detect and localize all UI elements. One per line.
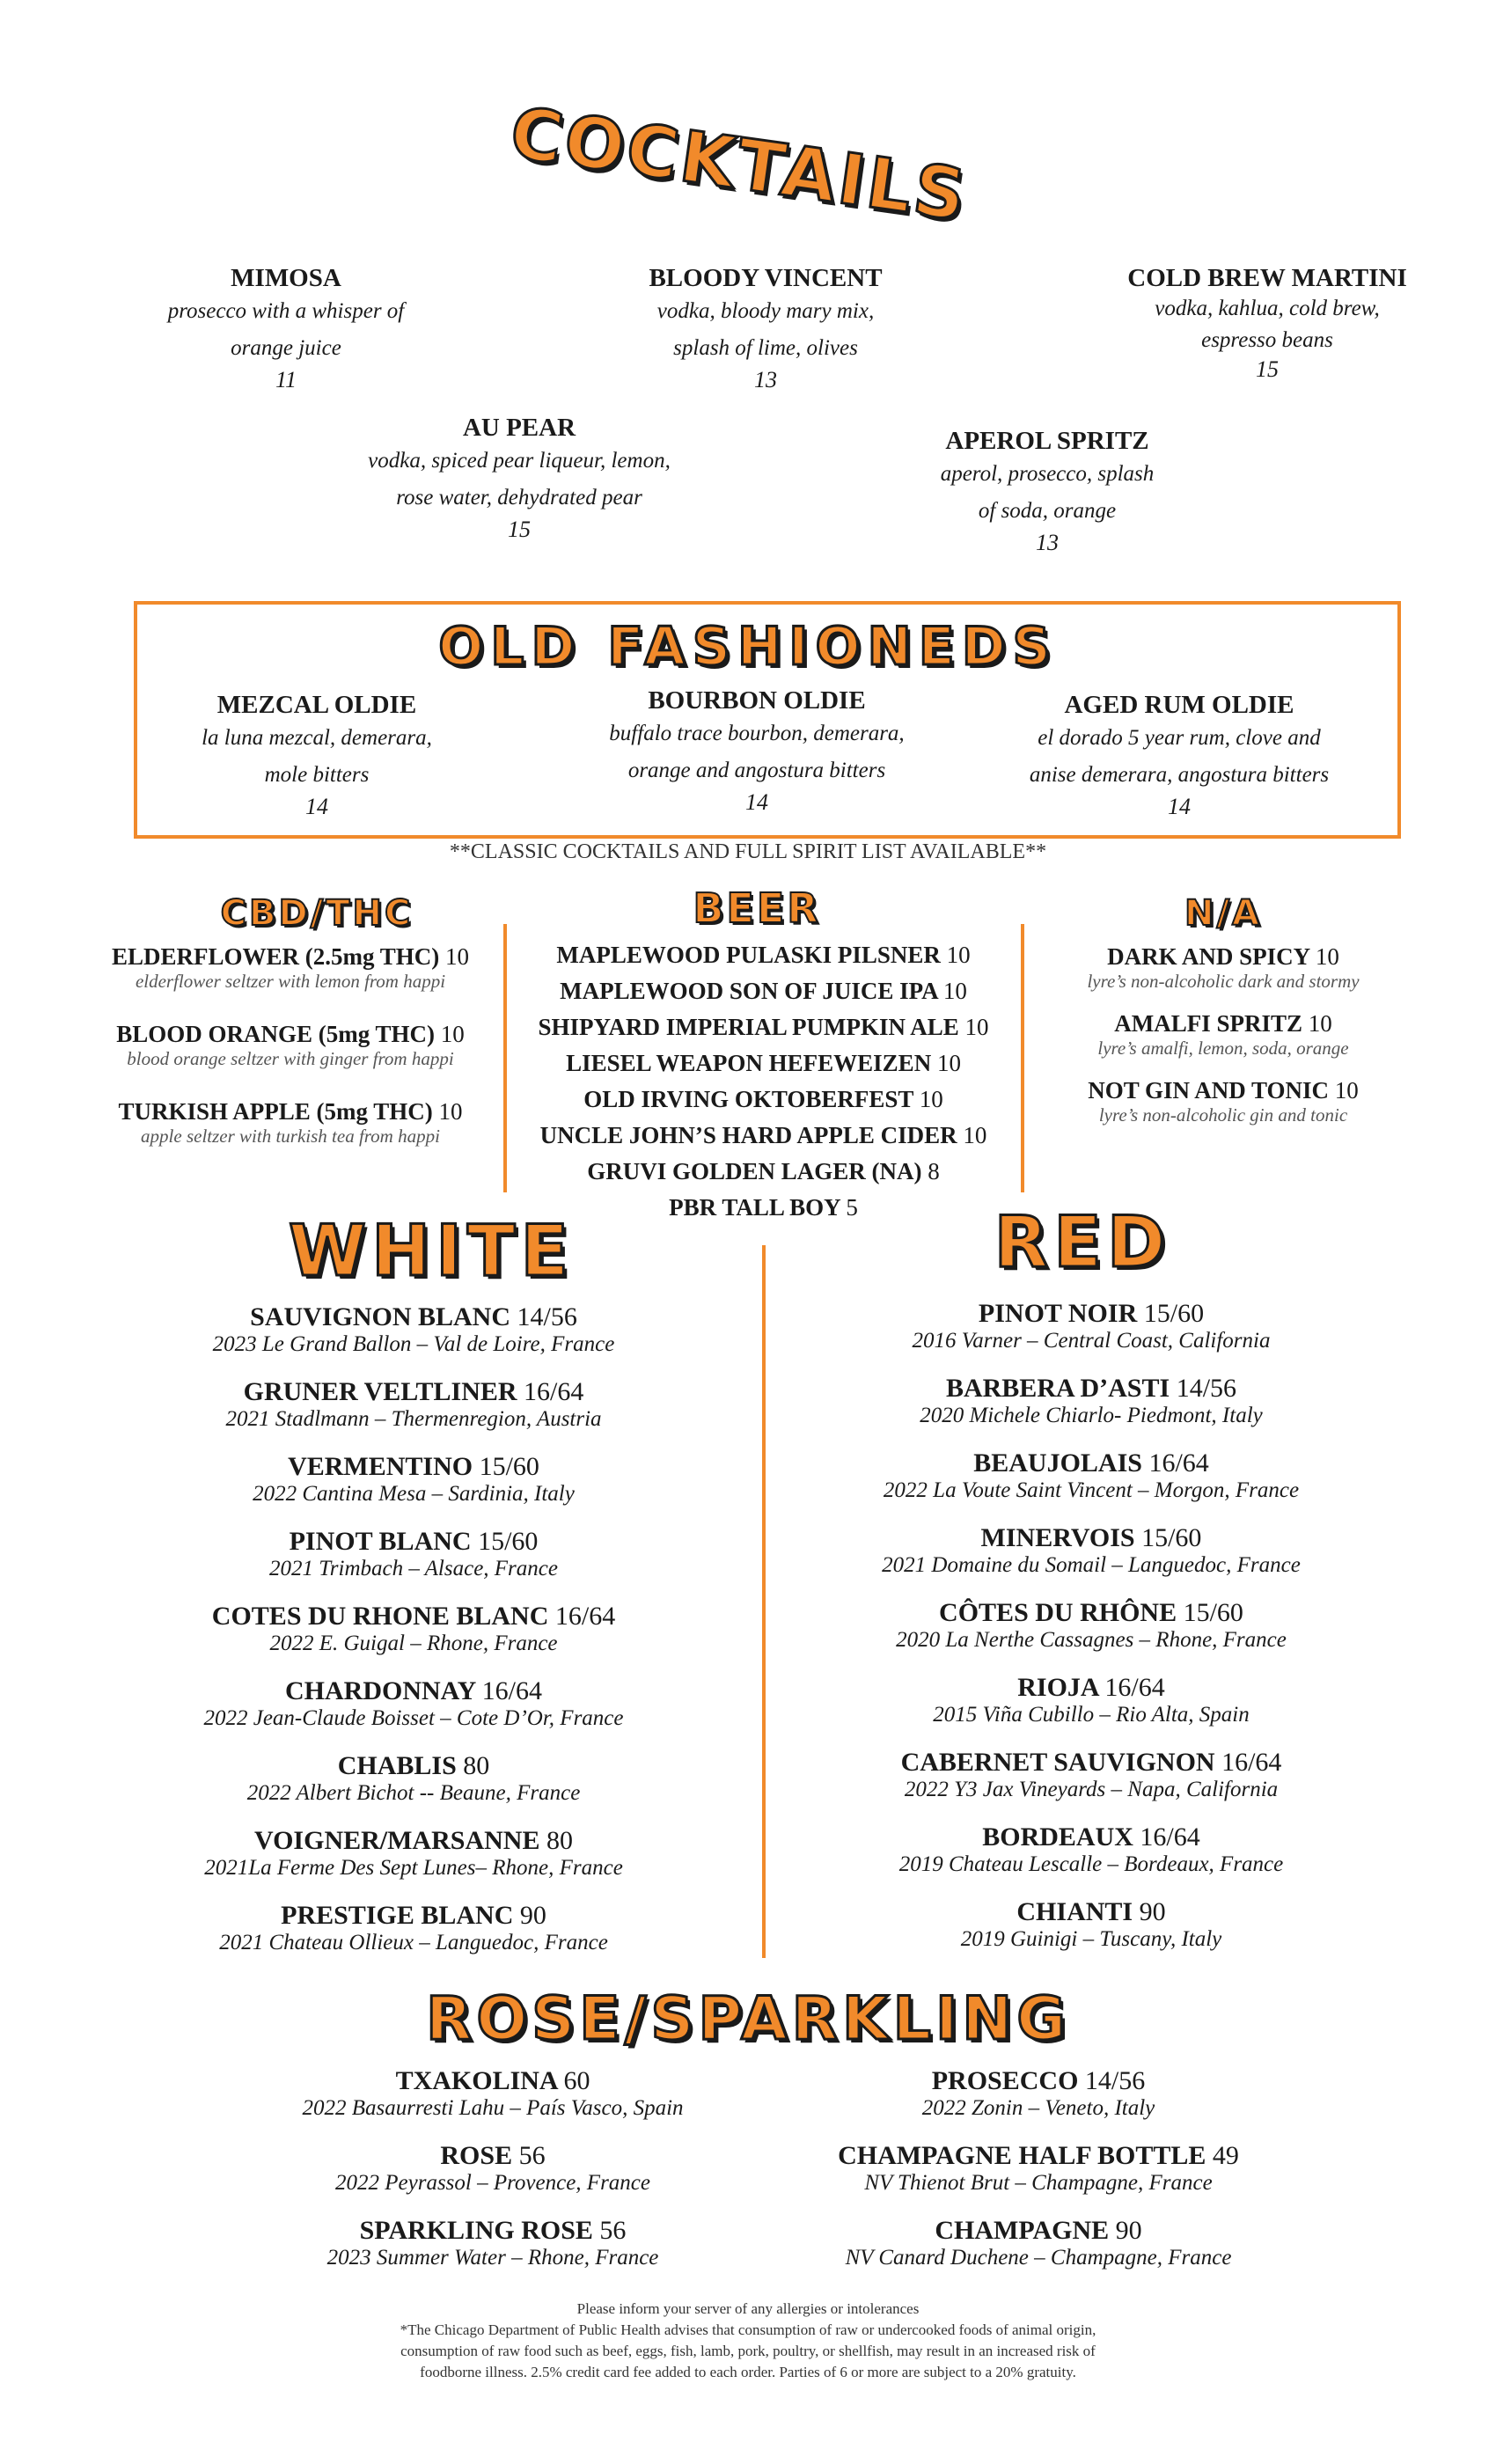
- beer-item: GRUVI GOLDEN LAGER (NA) 8: [587, 1158, 940, 1184]
- white-title: WHITE: [288, 1210, 575, 1292]
- wine-name: SAUVIGNON BLANC 14/56: [250, 1302, 577, 1331]
- item-desc: el dorado 5 year rum, clove and: [1038, 726, 1321, 750]
- wine-name: VOIGNER/MARSANNE 80: [254, 1826, 573, 1855]
- item-desc: aperol, prosecco, splash: [940, 462, 1155, 486]
- wine-name: PROSECCO 14/56: [931, 2066, 1146, 2095]
- item-desc: mole bitters: [264, 763, 370, 787]
- beer-title: BEER: [693, 884, 821, 932]
- cbd-item-desc: apple seltzer with turkish tea from happi: [141, 1126, 440, 1147]
- white-wine-list: [106, 1302, 722, 1976]
- item-price: 14: [745, 789, 768, 815]
- cbd-title: CBD/THC: [220, 893, 414, 934]
- wine-desc: 2019 Guinigi – Tuscany, Italy: [960, 1927, 1222, 1951]
- item-price: 13: [754, 367, 777, 392]
- na-item-name: DARK AND SPICY 10: [1107, 943, 1339, 970]
- item-name: AGED RUM OLDIE: [1064, 691, 1294, 719]
- item-desc: orange juice: [231, 336, 341, 360]
- item-price: 15: [508, 517, 531, 542]
- wine-name: BORDEAUX 16/64: [982, 1822, 1200, 1852]
- na-item-desc: lyre’s amalfi, lemon, soda, orange: [1097, 1038, 1349, 1059]
- wine-desc: 2021 Domaine du Somail – Languedoc, France: [882, 1553, 1301, 1577]
- item-desc: rose water, dehydrated pear: [396, 486, 642, 510]
- rose-list-left: [229, 2066, 757, 2291]
- wine-desc: 2022 La Voute Saint Vincent – Morgon, France: [883, 1478, 1300, 1502]
- wine-name: BARBERA D’ASTI 14/56: [945, 1374, 1237, 1403]
- wine-name: PINOT NOIR 15/60: [978, 1299, 1205, 1328]
- wine-name: CÔTES DU RHÔNE 15/60: [939, 1598, 1243, 1627]
- beer-item: MAPLEWOOD SON OF JUICE IPA 10: [560, 978, 967, 1004]
- item-desc: buffalo trace bourbon, demerara,: [609, 722, 905, 745]
- item-desc: vodka, spiced pear liqueur, lemon,: [368, 449, 671, 473]
- wine-name: TXAKOLINA 60: [395, 2066, 590, 2095]
- wine-desc: 2021La Ferme Des Sept Lunes– Rhone, France: [204, 1856, 623, 1880]
- wine-desc: NV Thienot Brut – Champagne, France: [864, 2171, 1213, 2195]
- wine-desc: 2022 Jean-Claude Boisset – Cote D’Or, France: [203, 1706, 624, 1730]
- oldie-bourbon: [581, 686, 933, 816]
- cbd-item-name: BLOOD ORANGE (5mg THC) 10: [116, 1021, 465, 1047]
- na-item-name: NOT GIN AND TONIC 10: [1088, 1077, 1359, 1104]
- wine-desc: 2019 Chateau Lescalle – Bordeaux, France: [898, 1852, 1284, 1876]
- wine-name: PINOT BLANC 15/60: [289, 1527, 539, 1556]
- item-desc: vodka, bloody mary mix,: [656, 299, 875, 323]
- wine-name: MINERVOIS 15/60: [980, 1523, 1202, 1552]
- item-desc: espresso beans: [1201, 328, 1333, 352]
- beer-item: SHIPYARD IMPERIAL PUMPKIN ALE 10: [538, 1014, 989, 1040]
- item-desc: la luna mezcal, demerara,: [202, 726, 432, 750]
- item-name: APEROL SPRITZ: [945, 427, 1149, 455]
- wine-desc: 2015 Viña Cubillo – Rio Alta, Spain: [933, 1703, 1250, 1727]
- cocktail-au-pear: [334, 414, 704, 543]
- item-desc: splash of lime, olives: [673, 336, 858, 360]
- wine-desc: 2020 Michele Chiarlo- Piedmont, Italy: [920, 1404, 1263, 1427]
- wine-name: VERMENTINO 15/60: [288, 1452, 539, 1481]
- footer-line: consumption of raw food such as beef, eggs, fish, lamb, pork, poultry, or shellfish, may result in an increased risk of: [400, 2343, 1096, 2359]
- divider-line: [503, 924, 507, 1192]
- cbd-list: [88, 943, 493, 1176]
- wine-desc: 2021 Trimbach – Alsace, France: [269, 1557, 558, 1580]
- wine-name: CHAMPAGNE 90: [935, 2216, 1142, 2245]
- item-name: COLD BREW MARTINI: [1127, 264, 1407, 292]
- item-price: 13: [1036, 530, 1059, 555]
- item-desc: vodka, kahlua, cold brew,: [1155, 297, 1380, 320]
- item-name: AU PEAR: [462, 414, 576, 442]
- item-price: 14: [305, 794, 328, 819]
- item-name: BLOODY VINCENT: [649, 264, 883, 292]
- wine-desc: 2022 Basaurresti Lahu – País Vasco, Spain: [302, 2096, 684, 2120]
- item-desc: of soda, orange: [978, 499, 1117, 523]
- footer-line: *The Chicago Department of Public Health advises that consumption of raw or undercooked foods of animal origin,: [400, 2321, 1096, 2338]
- cocktail-aperol-spritz: [906, 427, 1188, 556]
- cbd-item-name: TURKISH APPLE (5mg THC) 10: [118, 1098, 463, 1125]
- beer-item: UNCLE JOHN’S HARD APPLE CIDER 10: [539, 1122, 987, 1148]
- na-item-name: AMALFI SPRITZ 10: [1114, 1010, 1332, 1037]
- wine-desc: 2022 Albert Bichot -- Beaune, France: [246, 1781, 581, 1805]
- item-price: 15: [1256, 356, 1279, 382]
- red-wine-list: [792, 1299, 1390, 1972]
- classic-note: **CLASSIC COCKTAILS AND FULL SPIRIT LIST AVAILABLE**: [449, 840, 1047, 863]
- divider-line: [762, 1245, 766, 1958]
- na-list: [1030, 943, 1417, 1144]
- na-item-desc: lyre’s non-alcoholic dark and stormy: [1087, 971, 1360, 992]
- beer-item: MAPLEWOOD PULASKI PILSNER 10: [556, 942, 971, 968]
- wine-desc: 2022 E. Guigal – Rhone, France: [269, 1632, 558, 1655]
- footer-line: foodborne illness. 2.5% credit card fee added to each order. Parties of 6 or more are subject to a 20% gratuity.: [420, 2364, 1076, 2380]
- wine-name: COTES DU RHONE BLANC 16/64: [211, 1602, 616, 1631]
- item-price: 14: [1168, 794, 1191, 819]
- item-desc: anise demerara, angostura bitters: [1029, 763, 1330, 787]
- wine-desc: 2023 Summer Water – Rhone, France: [326, 2246, 659, 2270]
- wine-desc: 2021 Stadlmann – Thermenregion, Austria: [225, 1407, 602, 1431]
- item-desc: orange and angostura bitters: [627, 759, 886, 782]
- item-name: MIMOSA: [231, 264, 341, 292]
- wine-desc: 2021 Chateau Ollieux – Languedoc, France: [219, 1931, 608, 1954]
- footer-notes: [176, 2299, 1320, 2383]
- rose-list-right: [774, 2066, 1302, 2291]
- beer-list: [515, 937, 1012, 1226]
- item-desc: prosecco with a whisper of: [167, 299, 405, 323]
- wine-desc: 2022 Peyrassol – Provence, France: [335, 2171, 650, 2195]
- beer-item: PBR TALL BOY 5: [669, 1194, 858, 1221]
- wine-name: CHABLIS 80: [337, 1751, 490, 1780]
- item-name: BOURBON OLDIE: [648, 686, 866, 715]
- na-title: N/A: [1184, 893, 1263, 934]
- rose-sparkling-title: ROSE/SPARKLING: [425, 1984, 1071, 2054]
- red-title: RED: [994, 1201, 1171, 1283]
- item-name: MEZCAL OLDIE: [216, 691, 417, 719]
- cbd-item-desc: elderflower seltzer with lemon from happi: [135, 971, 446, 992]
- cbd-item-name: ELDERFLOWER (2.5mg THC) 10: [111, 943, 470, 970]
- footer-line: Please inform your server of any allergies or intolerances: [576, 2300, 920, 2317]
- oldie-mezcal: [150, 691, 484, 820]
- wine-desc: 2022 Cantina Mesa – Sardinia, Italy: [253, 1482, 575, 1506]
- wine-name: RIOJA 16/64: [1017, 1673, 1165, 1702]
- beer-item: LIESEL WEAPON HEFEWEIZEN 10: [566, 1050, 961, 1076]
- oldie-aged-rum: [1003, 691, 1355, 820]
- wine-desc: 2023 Le Grand Ballon – Val de Loire, France: [212, 1332, 615, 1356]
- wine-desc: 2022 Zonin – Veneto, Italy: [921, 2096, 1155, 2120]
- wine-name: CABERNET SAUVIGNON 16/64: [900, 1748, 1282, 1777]
- item-price: 11: [275, 367, 297, 392]
- cocktail-cold-brew-martini: [1100, 264, 1434, 383]
- beer-item: OLD IRVING OKTOBERFEST 10: [583, 1086, 943, 1112]
- wine-name: ROSE 56: [440, 2141, 546, 2170]
- wine-name: BEAUJOLAIS 16/64: [973, 1448, 1209, 1478]
- cocktail-bloody-vincent: [607, 264, 924, 393]
- na-item-desc: lyre’s non-alcoholic gin and tonic: [1098, 1104, 1348, 1126]
- old-fashioneds-title: OLD FASHIONEDS: [438, 616, 1058, 678]
- wine-name: CHARDONNAY 16/64: [285, 1676, 542, 1705]
- cocktail-mimosa: [132, 264, 440, 393]
- cbd-item-desc: blood orange seltzer with ginger from happi: [127, 1048, 454, 1069]
- divider-line: [1021, 924, 1024, 1192]
- wine-desc: NV Canard Duchene – Champagne, France: [845, 2246, 1232, 2270]
- cocktails-title: COCKTAILS: [505, 92, 973, 237]
- wine-desc: 2020 La Nerthe Cassagnes – Rhone, France: [896, 1628, 1287, 1652]
- wine-desc: 2022 Y3 Jax Vineyards – Napa, California: [904, 1778, 1279, 1801]
- wine-name: SPARKLING ROSE 56: [359, 2216, 627, 2245]
- wine-name: PRESTIGE BLANC 90: [281, 1901, 546, 1930]
- wine-name: CHAMPAGNE HALF BOTTLE 49: [838, 2141, 1239, 2170]
- wine-name: CHIANTI 90: [1016, 1897, 1166, 1926]
- wine-name: GRUNER VELTLINER 16/64: [243, 1377, 584, 1406]
- wine-desc: 2016 Varner – Central Coast, California: [912, 1329, 1271, 1353]
